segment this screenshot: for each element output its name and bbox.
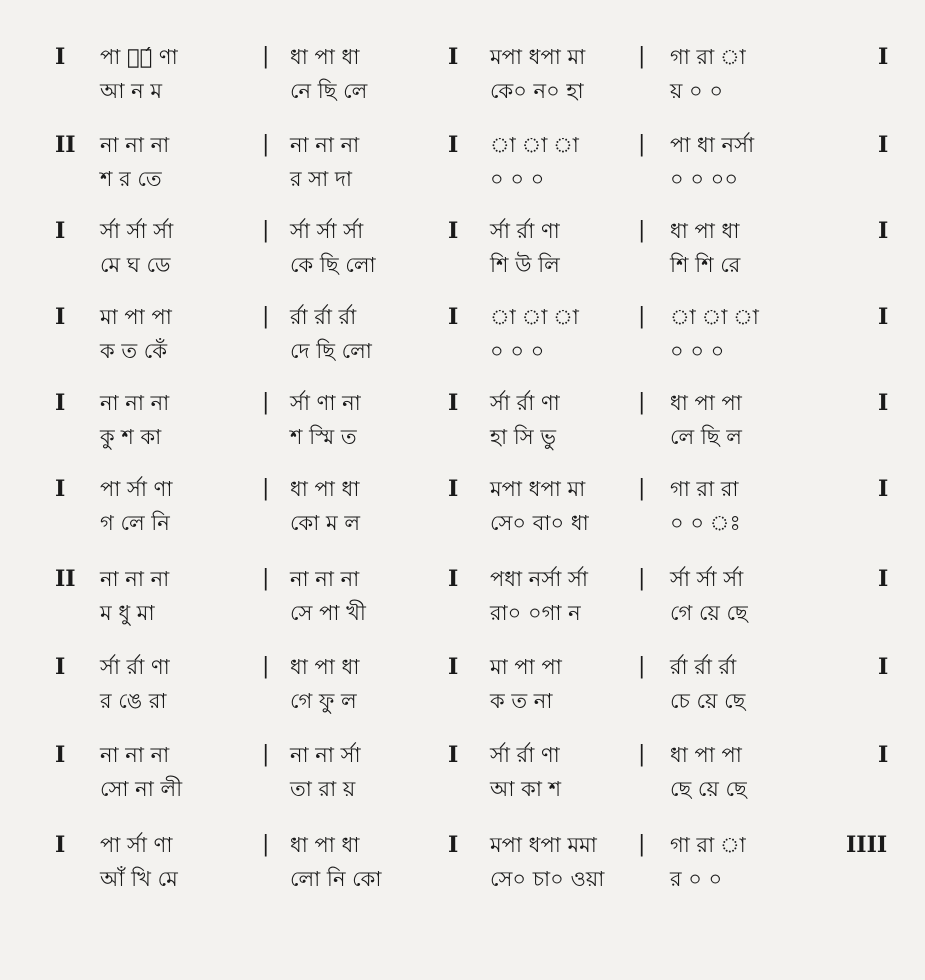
note-group: না না না bbox=[100, 743, 170, 767]
end-bar-mark: I bbox=[878, 654, 889, 680]
start-bar-mark: II bbox=[55, 566, 76, 592]
note-group: মপা ধপা মমা bbox=[490, 833, 597, 857]
lyric-group: ০ ০ ঃ bbox=[670, 511, 741, 535]
bar-separator: | bbox=[638, 44, 646, 69]
lyric-group: সে পা খী bbox=[290, 601, 366, 625]
lyric-group: ক ত না bbox=[490, 689, 553, 713]
end-bar-mark: I bbox=[878, 390, 889, 416]
note-group: র্রা র্রা র্রা bbox=[290, 305, 357, 329]
lyric-group: শ র তে bbox=[100, 167, 162, 191]
note-group: না না র্সা bbox=[290, 743, 361, 767]
lyric-group: র ঙে রা bbox=[100, 689, 167, 713]
start-bar-mark: I bbox=[55, 654, 66, 680]
notation-row bbox=[0, 384, 925, 464]
start-bar-mark: I bbox=[55, 476, 66, 502]
note-group: পধা নর্সা র্সা bbox=[490, 567, 588, 591]
lyric-group: ০ ০ ০ bbox=[490, 339, 545, 363]
note-group: গা রা া bbox=[670, 45, 746, 69]
bar-separator: | bbox=[262, 44, 270, 69]
notation-row bbox=[0, 826, 925, 906]
note-group: ধা পা ধা bbox=[290, 833, 360, 857]
notes-line bbox=[0, 298, 925, 336]
bar-separator: | bbox=[262, 218, 270, 243]
note-group: মপা ধপা মা bbox=[490, 45, 586, 69]
notes-line bbox=[0, 384, 925, 422]
notes-line bbox=[0, 560, 925, 598]
note-group: র্সা র্সা র্সা bbox=[100, 219, 174, 243]
half-separator: I bbox=[448, 566, 459, 592]
note-group: র্সা র্রা ণা bbox=[490, 219, 560, 243]
lyric-group: চে য়ে ছে bbox=[670, 689, 746, 713]
lyric-group: গ লে নি bbox=[100, 511, 170, 535]
note-group: পা র্সা ণা bbox=[100, 477, 173, 501]
lyric-group: আ ন ম bbox=[100, 79, 163, 103]
bar-separator: | bbox=[262, 654, 270, 679]
notation-row bbox=[0, 736, 925, 816]
note-group: ধা পা ধা bbox=[290, 477, 360, 501]
notes-line bbox=[0, 38, 925, 76]
notation-row bbox=[0, 126, 925, 206]
start-bar-mark: I bbox=[55, 832, 66, 858]
notes-line bbox=[0, 470, 925, 508]
note-group: ধা পা ধা bbox=[290, 655, 360, 679]
bar-separator: | bbox=[638, 654, 646, 679]
notes-line bbox=[0, 826, 925, 864]
lyric-group: তা রা য় bbox=[290, 777, 356, 801]
note-group: ধা পা ধা bbox=[670, 219, 740, 243]
notation-row bbox=[0, 470, 925, 550]
half-separator: I bbox=[448, 304, 459, 330]
note-group: া া া bbox=[490, 133, 579, 157]
start-bar-mark: I bbox=[55, 742, 66, 768]
start-bar-mark: II bbox=[55, 132, 76, 158]
note-group: র্সা র্সা র্সা bbox=[290, 219, 364, 243]
note-group: না না না bbox=[100, 391, 170, 415]
note-group: র্সা র্রা ণা bbox=[490, 743, 560, 767]
note-group: না না না bbox=[290, 567, 360, 591]
notation-row bbox=[0, 560, 925, 640]
lyric-group: ০ ০ ০ bbox=[670, 339, 725, 363]
note-group: ধা পা পা bbox=[670, 391, 742, 415]
note-group: পা ধা নর্সা bbox=[670, 133, 755, 157]
note-group: া া া bbox=[490, 305, 579, 329]
lyric-group: মে ঘ ডে bbox=[100, 253, 171, 277]
notes-line bbox=[0, 736, 925, 774]
bar-separator: | bbox=[638, 566, 646, 591]
lyrics-line bbox=[0, 160, 925, 198]
bar-separator: | bbox=[262, 832, 270, 857]
bar-separator: | bbox=[262, 742, 270, 767]
lyric-group: ০ ০ ০ bbox=[490, 167, 545, 191]
lyric-group: সো না লী bbox=[100, 777, 183, 801]
lyrics-line bbox=[0, 504, 925, 542]
note-group: র্রা র্রা র্রা bbox=[670, 655, 737, 679]
bar-separator: | bbox=[638, 390, 646, 415]
note-group: ধা পা ধা bbox=[290, 45, 360, 69]
lyric-group: গে য়ে ছে bbox=[670, 601, 748, 625]
start-bar-mark: I bbox=[55, 44, 66, 70]
note-group: পা সা́ ণা bbox=[100, 45, 178, 69]
lyric-group: র সা দা bbox=[290, 167, 352, 191]
lyric-group: সে০ বা০ ধা bbox=[490, 511, 589, 535]
note-group: মা পা পা bbox=[490, 655, 562, 679]
lyric-group: ক ত কেঁ bbox=[100, 339, 168, 363]
notation-row bbox=[0, 298, 925, 378]
note-group: না না না bbox=[290, 133, 360, 157]
notation-row bbox=[0, 38, 925, 118]
lyric-group: কো ম ল bbox=[290, 511, 360, 535]
lyrics-line bbox=[0, 332, 925, 370]
lyric-group: লো নি কো bbox=[290, 867, 382, 891]
bar-separator: | bbox=[262, 390, 270, 415]
note-group: া া া bbox=[670, 305, 759, 329]
lyrics-line bbox=[0, 594, 925, 632]
bar-separator: | bbox=[638, 304, 646, 329]
bar-separator: | bbox=[638, 132, 646, 157]
note-group: র্সা র্সা র্সা bbox=[670, 567, 744, 591]
notation-row bbox=[0, 212, 925, 292]
lyrics-line bbox=[0, 860, 925, 898]
note-group: র্সা র্রা ণা bbox=[100, 655, 170, 679]
end-bar-mark: I bbox=[878, 566, 889, 592]
lyric-group: র ০ ০ bbox=[670, 867, 723, 891]
lyric-group: ০ ০ ০০ bbox=[670, 167, 738, 191]
lyrics-line bbox=[0, 682, 925, 720]
lyric-group: হা সি ভু bbox=[490, 425, 557, 449]
end-bar-mark: IIII bbox=[846, 832, 888, 858]
bar-separator: | bbox=[262, 566, 270, 591]
end-bar-mark: I bbox=[878, 218, 889, 244]
end-bar-mark: I bbox=[878, 476, 889, 502]
start-bar-mark: I bbox=[55, 390, 66, 416]
end-bar-mark: I bbox=[878, 304, 889, 330]
end-bar-mark: I bbox=[878, 132, 889, 158]
lyrics-line bbox=[0, 72, 925, 110]
half-separator: I bbox=[448, 476, 459, 502]
lyric-group: আঁ খি মে bbox=[100, 867, 178, 891]
note-group: না না না bbox=[100, 567, 170, 591]
notes-line bbox=[0, 212, 925, 250]
lyrics-line bbox=[0, 418, 925, 456]
note-group: মা পা পা bbox=[100, 305, 172, 329]
lyric-group: কে০ ন০ হা bbox=[490, 79, 584, 103]
bar-separator: | bbox=[638, 476, 646, 501]
end-bar-mark: I bbox=[878, 44, 889, 70]
lyrics-line bbox=[0, 246, 925, 284]
note-group: গা রা রা bbox=[670, 477, 739, 501]
bar-separator: | bbox=[262, 304, 270, 329]
bar-separator: | bbox=[638, 742, 646, 767]
start-bar-mark: I bbox=[55, 304, 66, 330]
note-group: র্সা ণা না bbox=[290, 391, 361, 415]
lyric-group: সে০ চা০ ওয়া bbox=[490, 867, 605, 891]
note-group: গা রা া bbox=[670, 833, 746, 857]
bar-separator: | bbox=[638, 832, 646, 857]
lyric-group: দে ছি লো bbox=[290, 339, 372, 363]
half-separator: I bbox=[448, 390, 459, 416]
half-separator: I bbox=[448, 654, 459, 680]
lyric-group: শি শি রে bbox=[670, 253, 741, 277]
lyric-group: লে ছি ল bbox=[670, 425, 742, 449]
lyric-group: শি উ লি bbox=[490, 253, 560, 277]
lyrics-line bbox=[0, 770, 925, 808]
note-group: ধা পা পা bbox=[670, 743, 742, 767]
notation-row bbox=[0, 648, 925, 728]
note-group: না না না bbox=[100, 133, 170, 157]
note-group: মপা ধপা মা bbox=[490, 477, 586, 501]
lyric-group: ম ধু মা bbox=[100, 601, 155, 625]
bar-separator: | bbox=[262, 132, 270, 157]
half-separator: I bbox=[448, 44, 459, 70]
lyric-group: কু শ কা bbox=[100, 425, 162, 449]
half-separator: I bbox=[448, 832, 459, 858]
lyric-group: গে ফু ল bbox=[290, 689, 357, 713]
lyric-group: য় ০ ০ bbox=[670, 79, 724, 103]
half-separator: I bbox=[448, 132, 459, 158]
half-separator: I bbox=[448, 742, 459, 768]
lyric-group: আ কা শ bbox=[490, 777, 562, 801]
lyric-group: নে ছি লে bbox=[290, 79, 368, 103]
lyric-group: কে ছি লো bbox=[290, 253, 376, 277]
notes-line bbox=[0, 126, 925, 164]
half-separator: I bbox=[448, 218, 459, 244]
notes-line bbox=[0, 648, 925, 686]
note-group: র্সা র্রা ণা bbox=[490, 391, 560, 415]
lyric-group: ছে য়ে ছে bbox=[670, 777, 747, 801]
bar-separator: | bbox=[262, 476, 270, 501]
end-bar-mark: I bbox=[878, 742, 889, 768]
note-group: পা র্সা ণা bbox=[100, 833, 173, 857]
lyric-group: শ স্মি ত bbox=[290, 425, 357, 449]
start-bar-mark: I bbox=[55, 218, 66, 244]
lyric-group: রা০ ০গা ন bbox=[490, 601, 581, 625]
bar-separator: | bbox=[638, 218, 646, 243]
